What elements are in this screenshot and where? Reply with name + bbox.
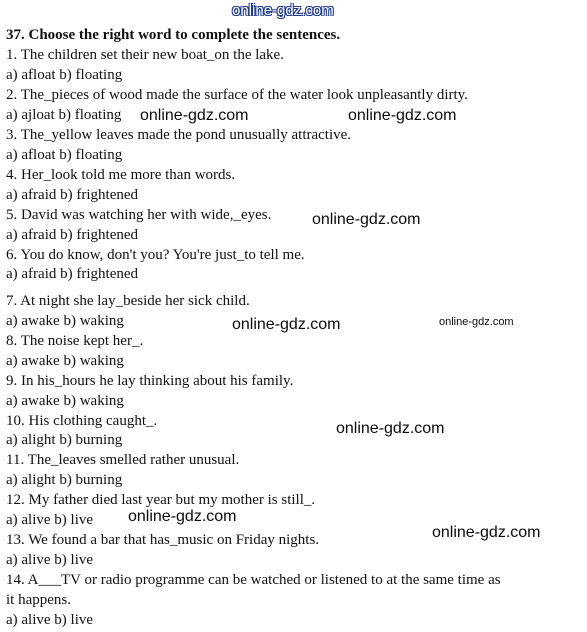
question-5: 5. David was watching her with wide,_eyes. — [6, 207, 272, 223]
watermark: online-gdz.com — [348, 107, 457, 124]
question-1: 1. The children set their new boat_on the lake. — [6, 47, 284, 63]
question-14: 14. A___TV or radio programme can be watched or listened to at the same time as — [6, 572, 501, 588]
options-9: a) awake b) waking — [6, 393, 124, 409]
question-8: 8. The noise kept her_. — [6, 333, 144, 349]
exercise-title: 37. Choose the right word to complete the sentences. — [6, 27, 341, 43]
question-9: 9. In his_hours he lay thinking about his family. — [6, 373, 294, 389]
watermark: online-gdz.com — [336, 420, 445, 437]
question-11: 11. The_leaves smelled rather unusual. — [6, 452, 240, 468]
watermark: online-gdz.com — [232, 316, 341, 333]
watermark: online-gdz.com — [128, 508, 237, 525]
options-5: a) afraid b) frightened — [6, 227, 139, 243]
question-10: 10. His clothing caught_. — [6, 413, 158, 429]
options-1: a) afloat b) floating — [6, 67, 123, 83]
options-13: a) alive b) live — [6, 552, 94, 568]
watermark: online-gdz.com — [432, 524, 541, 541]
options-12: a) alive b) live — [6, 512, 94, 528]
options-10: a) alight b) burning — [6, 432, 123, 448]
watermark: online-gdz.com — [140, 107, 249, 124]
question-6: 6. You do know, don't you? You're just_to tell me. — [6, 247, 305, 263]
options-11: a) alight b) burning — [6, 472, 123, 488]
question-13: 13. We found a bar that has_music on Friday nights. — [6, 532, 320, 548]
options-8: a) awake b) waking — [6, 353, 124, 369]
options-6: a) afraid b) frightened — [6, 266, 139, 282]
watermark: online-gdz.com — [312, 211, 421, 228]
question-7: 7. At night she lay_beside her sick child. — [6, 293, 250, 309]
question-3: 3. The_yellow leaves made the pond unusually attractive. — [6, 127, 352, 143]
options-7: a) awake b) waking — [6, 313, 124, 329]
options-3: a) afloat b) floating — [6, 147, 123, 163]
question-14-cont: it happens. — [6, 592, 71, 608]
options-4: a) afraid b) frightened — [6, 187, 139, 203]
question-12: 12. My father died last year but my mother is still_. — [6, 492, 316, 508]
options-14: a) alive b) live — [6, 612, 94, 628]
question-2: 2. The_pieces of wood made the surface of the water look unpleasantly dirty. — [6, 87, 468, 103]
question-4: 4. Her_look told me more than words. — [6, 167, 236, 183]
watermark-top: online-gdz.com — [232, 2, 334, 19]
options-2: a) ajloat b) floating — [6, 107, 122, 123]
watermark-small: online-gdz.com — [439, 316, 514, 328]
